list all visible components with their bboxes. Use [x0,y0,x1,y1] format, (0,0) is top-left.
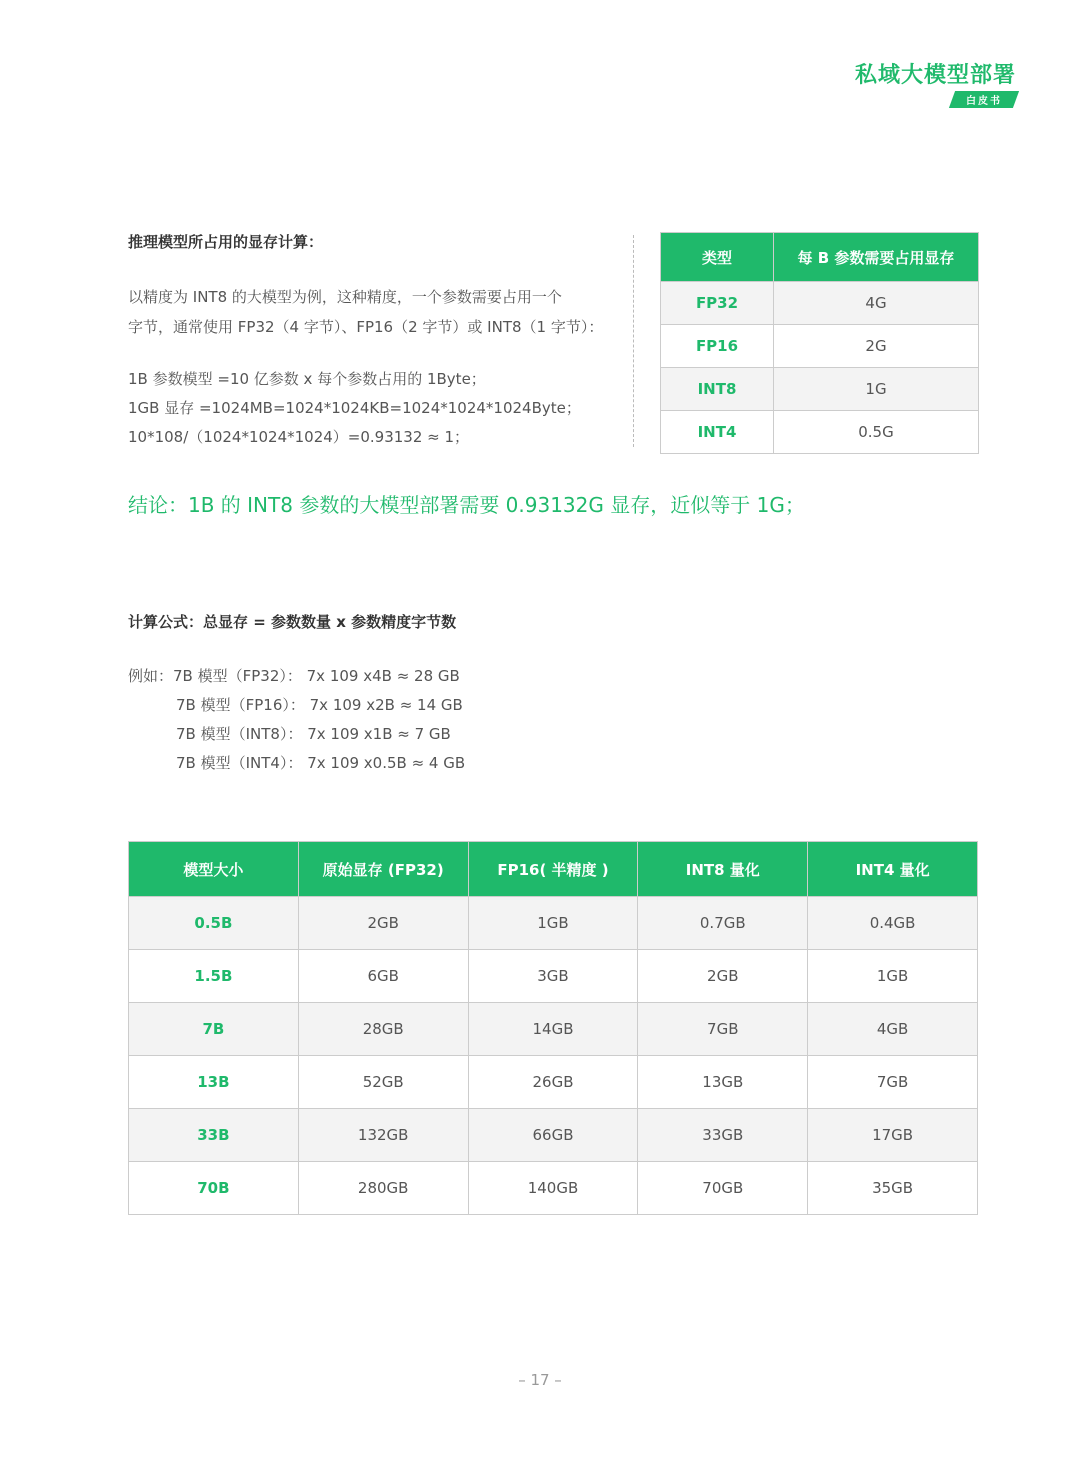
example-line: 7B 模型（FP16）： 7x 109 x2B ≈ 14 GB [176,696,463,714]
table-cell: 52GB [298,1056,468,1109]
header-cell: 每 B 参数需要占用显存 [774,233,979,282]
type-cell: INT4 [661,411,774,454]
header-cell: 模型大小 [129,842,299,897]
table-cell: 14GB [468,1003,638,1056]
calc-line: 1B 参数模型 =10 亿参数 x 每个参数占用的 1Byte； [128,370,486,388]
model-size-cell: 13B [129,1056,299,1109]
table-cell: 7GB [638,1003,808,1056]
table-row [661,325,979,368]
model-size-cell: 0.5B [129,897,299,950]
calc-line: 1GB 显存 =1024MB=1024*1024KB=1024*1024*1024Byte； [128,399,581,417]
table-cell: 1GB [808,950,978,1003]
example-line: 7B 模型（INT4）： 7x 109 x0.5B ≈ 4 GB [176,754,466,772]
table-cell: 0.7GB [638,897,808,950]
para-line: 字节，通常使用 FP32（4 字节）、FP16（2 字节）或 INT8（1 字节）： [128,318,604,336]
table-cell: 132GB [298,1109,468,1162]
table-cell: 17GB [808,1109,978,1162]
table-cell: 28GB [298,1003,468,1056]
table-cell: 140GB [468,1162,638,1215]
table-cell: 33GB [638,1109,808,1162]
table-cell: 2GB [298,897,468,950]
table-cell: 3GB [468,950,638,1003]
table-cell: 70GB [638,1162,808,1215]
table-row [129,897,978,950]
model-size-cell: 7B [129,1003,299,1056]
table-row [129,1109,978,1162]
page-number: – 17 – [518,1371,562,1389]
table-cell: 6GB [298,950,468,1003]
value-cell: 0.5G [774,411,979,454]
model-size-cell: 33B [129,1109,299,1162]
table-row [129,950,978,1003]
type-cell: FP32 [661,282,774,325]
header-cell: 类型 [661,233,774,282]
header-cell: FP16( 半精度 ) [468,842,638,897]
value-cell: 4G [774,282,979,325]
brand-tag [949,91,1019,108]
header-cell: 原始显存 (FP32) [298,842,468,897]
brand-title: 私域大模型部署 [854,63,1016,88]
table-cell: 4GB [808,1003,978,1056]
table-row [661,411,979,454]
section-heading: 推理模型所占用的显存计算： [128,233,324,251]
brand-logo [855,58,1016,108]
table-cell: 35GB [808,1162,978,1215]
value-cell: 1G [774,368,979,411]
table-row [129,1162,978,1215]
table-row [129,1003,978,1056]
memory-table [128,841,978,1215]
examples-block [128,662,465,778]
table-header-row [661,233,979,282]
value-cell: 2G [774,325,979,368]
intro-paragraph [128,282,618,342]
calculation-block [128,365,581,452]
table-row [129,1056,978,1109]
formula-heading: 计算公式：总显存 = 参数数量 x 参数精度字节数 [128,613,457,631]
table-cell: 1GB [468,897,638,950]
table-cell: 7GB [808,1056,978,1109]
table-cell: 26GB [468,1056,638,1109]
table-row [661,282,979,325]
type-cell: FP16 [661,325,774,368]
table-row [661,368,979,411]
example-line: 例如：7B 模型（FP32）： 7x 109 x4B ≈ 28 GB [128,667,460,685]
table-cell: 66GB [468,1109,638,1162]
table-cell: 280GB [298,1162,468,1215]
table-cell: 0.4GB [808,897,978,950]
conclusion-text: 结论：1B 的 INT8 参数的大模型部署需要 0.93132G 显存，近似等于 1G； [128,493,805,517]
model-size-cell: 1.5B [129,950,299,1003]
dashed-divider [633,235,634,447]
table-cell: 2GB [638,950,808,1003]
precision-table [660,232,979,454]
type-cell: INT8 [661,368,774,411]
example-line: 7B 模型（INT8）： 7x 109 x1B ≈ 7 GB [176,725,451,743]
header-cell: INT4 量化 [808,842,978,897]
table-header-row [129,842,978,897]
header-cell: INT8 量化 [638,842,808,897]
model-size-cell: 70B [129,1162,299,1215]
para-line: 以精度为 INT8 的大模型为例，这种精度，一个参数需要占用一个 [128,288,562,306]
table-cell: 13GB [638,1056,808,1109]
brand-tag-text: 白皮书 [966,96,1002,107]
calc-line: 10*108/（1024*1024*1024）=0.93132 ≈ 1； [128,428,470,446]
